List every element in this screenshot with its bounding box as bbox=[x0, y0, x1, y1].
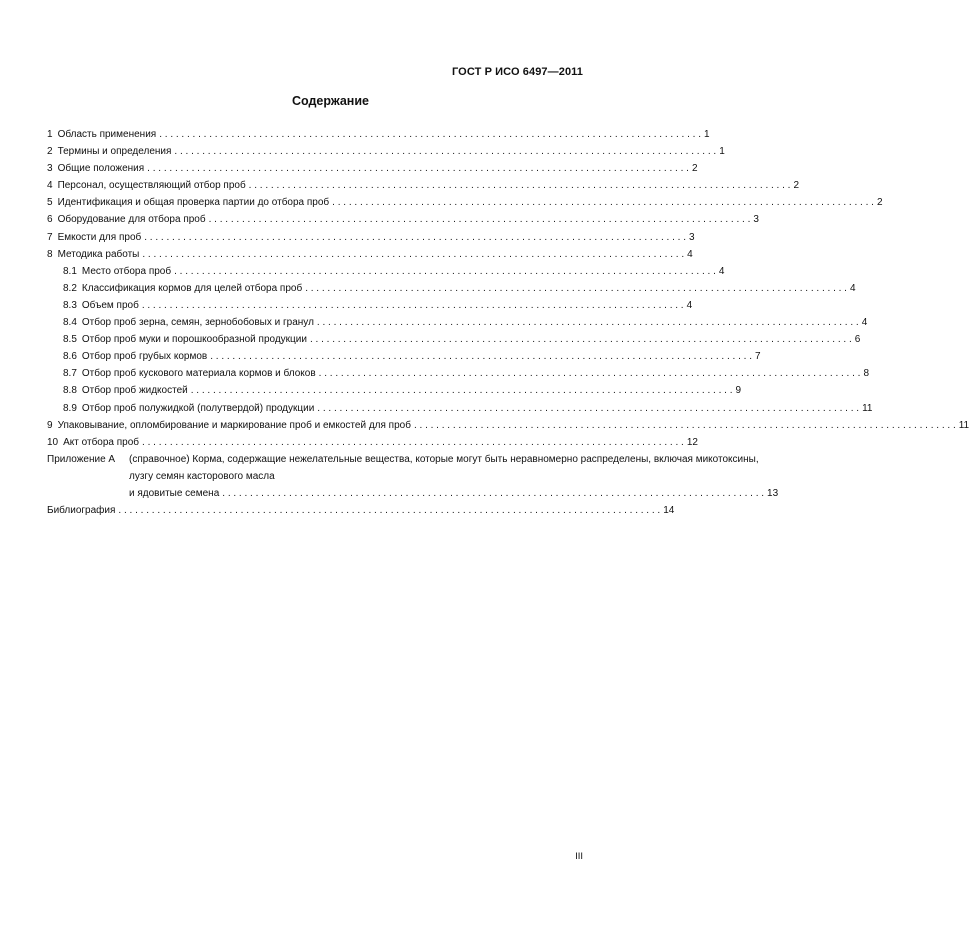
dot-leader bbox=[174, 263, 716, 280]
toc-entry[interactable] bbox=[47, 177, 800, 194]
annex-description bbox=[129, 451, 778, 502]
dot-leader bbox=[249, 177, 791, 194]
toc-entry[interactable] bbox=[47, 246, 693, 263]
dot-leader bbox=[332, 194, 874, 211]
dot-leader bbox=[118, 502, 660, 519]
toc-entry-page: 2 bbox=[876, 197, 883, 209]
toc-entry-page: 2 bbox=[691, 163, 698, 175]
dot-leader bbox=[174, 143, 716, 160]
toc-entry-title: Отбор проб муки и порошкообразной продукции bbox=[81, 334, 307, 346]
dot-leader bbox=[142, 246, 684, 263]
toc-entry-title: Оборудование для отбора проб bbox=[57, 214, 206, 226]
dot-leader bbox=[222, 485, 764, 502]
annex-page: 13 bbox=[767, 487, 779, 499]
toc-entry[interactable] bbox=[47, 280, 856, 297]
toc-entry-page: 4 bbox=[861, 317, 868, 329]
toc-entry[interactable] bbox=[47, 126, 710, 143]
toc-entry-page: 4 bbox=[687, 248, 693, 260]
toc-entry-number: 1 bbox=[47, 129, 53, 140]
toc-entry[interactable] bbox=[47, 194, 883, 211]
toc-entry-annex-a[interactable] bbox=[47, 451, 779, 502]
toc-entry-number: 8.7 bbox=[63, 368, 77, 380]
toc-entry-page: 3 bbox=[753, 214, 759, 226]
toc-entry-page: 3 bbox=[689, 231, 695, 243]
toc-entries bbox=[47, 126, 969, 451]
toc-entry-number: 8.2 bbox=[63, 282, 77, 294]
dot-leader bbox=[310, 331, 852, 348]
dot-leader bbox=[159, 126, 701, 143]
annex-last-line bbox=[129, 485, 778, 502]
toc-entry[interactable] bbox=[47, 229, 695, 246]
dot-leader bbox=[142, 434, 684, 451]
table-of-contents bbox=[47, 126, 969, 519]
dot-leader bbox=[144, 229, 686, 246]
toc-entry-page: 2 bbox=[793, 180, 800, 192]
toc-entry-title: Упаковывание, опломбирование и маркирование проб и емкостей для проб bbox=[57, 419, 411, 431]
toc-entry-number: 9 bbox=[47, 419, 53, 431]
toc-entry-page: 9 bbox=[735, 385, 742, 397]
toc-entry-number: 10 bbox=[47, 436, 59, 448]
dot-leader bbox=[210, 348, 752, 365]
bibliography-page: 14 bbox=[663, 505, 675, 517]
toc-entry[interactable] bbox=[47, 143, 725, 160]
annex-last-text: и ядовитые семена bbox=[129, 487, 220, 499]
toc-entry-page: 8 bbox=[863, 368, 870, 380]
toc-entry-number: 8.6 bbox=[63, 351, 77, 363]
toc-entry-title: Отбор проб зерна, семян, зернобобовых и гранул bbox=[81, 317, 314, 329]
dot-leader bbox=[142, 297, 684, 314]
toc-entry-bibliography[interactable] bbox=[47, 502, 675, 519]
toc-entry-page: 4 bbox=[686, 299, 693, 311]
toc-entry-number: 8.5 bbox=[63, 334, 77, 346]
document-code: ГОСТ Р ИСО 6497—2011 bbox=[451, 66, 583, 78]
toc-entry-page: 4 bbox=[718, 265, 725, 277]
dot-leader bbox=[305, 280, 847, 297]
toc-entry[interactable] bbox=[47, 211, 759, 228]
toc-entry-title: Термины и определения bbox=[57, 146, 172, 158]
toc-entry[interactable] bbox=[47, 400, 873, 417]
toc-entry-number: 7 bbox=[47, 231, 53, 243]
toc-entry-title: Отбор проб кускового материала кормов и блоков bbox=[81, 368, 316, 380]
toc-entry-page: 11 bbox=[958, 419, 969, 431]
toc-entry[interactable] bbox=[47, 348, 761, 365]
toc-entry[interactable] bbox=[47, 314, 868, 331]
toc-entry-number: 4 bbox=[47, 180, 53, 192]
dot-leader bbox=[319, 365, 861, 382]
toc-entry-title: Общие положения bbox=[57, 163, 145, 175]
toc-entry[interactable] bbox=[47, 331, 861, 348]
toc-entry[interactable] bbox=[47, 263, 725, 280]
dot-leader bbox=[191, 382, 733, 399]
toc-entry-number: 5 bbox=[47, 197, 53, 209]
toc-entry[interactable] bbox=[47, 417, 969, 434]
toc-entry-page: 12 bbox=[686, 436, 698, 448]
toc-entry-title: Отбор проб грубых кормов bbox=[81, 351, 208, 363]
dot-leader bbox=[147, 160, 689, 177]
toc-entry-number: 8.9 bbox=[63, 402, 77, 414]
bibliography-label: Библиография bbox=[47, 505, 116, 517]
annex-label: Приложение А bbox=[47, 453, 116, 465]
toc-entry-title: Методика работы bbox=[57, 248, 140, 260]
toc-entry-page: 4 bbox=[849, 282, 856, 294]
toc-entry-page: 11 bbox=[862, 402, 873, 414]
toc-entry-page: 7 bbox=[754, 351, 761, 363]
annex-text: (справочное) Корма, содержащие нежелательные вещества, которые могут быть неравномерно распределены, включая микотоксины, лузгу семян касторового масла bbox=[129, 453, 759, 482]
toc-entry-page: 1 bbox=[703, 129, 710, 140]
page-number: III bbox=[575, 851, 583, 862]
dot-leader bbox=[414, 417, 956, 434]
toc-entry-title: Отбор проб жидкостей bbox=[81, 385, 188, 397]
toc-entry-title: Место отбора проб bbox=[81, 265, 172, 277]
toc-entry-number: 8.1 bbox=[63, 265, 77, 277]
dot-leader bbox=[317, 314, 859, 331]
toc-entry-number: 8.4 bbox=[63, 317, 77, 329]
toc-entry[interactable] bbox=[47, 160, 698, 177]
toc-entry[interactable] bbox=[47, 434, 698, 451]
toc-entry-title: Классификация кормов для целей отбора проб bbox=[81, 282, 303, 294]
toc-entry[interactable] bbox=[47, 297, 693, 314]
toc-entry-number: 6 bbox=[47, 214, 53, 226]
toc-entry[interactable] bbox=[47, 365, 870, 382]
toc-entry[interactable] bbox=[47, 382, 742, 399]
toc-entry-number: 8.8 bbox=[63, 385, 77, 397]
toc-entry-number: 8 bbox=[47, 248, 53, 260]
toc-entry-number: 2 bbox=[47, 146, 53, 158]
toc-entry-title: Объем проб bbox=[81, 299, 139, 311]
toc-entry-page: 1 bbox=[719, 146, 725, 158]
toc-entry-number: 3 bbox=[47, 163, 53, 175]
toc-entry-number: 8.3 bbox=[63, 299, 77, 311]
toc-entry-title: Персонал, осуществляющий отбор проб bbox=[57, 180, 246, 192]
toc-entry-page: 6 bbox=[854, 334, 861, 346]
dot-leader bbox=[317, 400, 859, 417]
toc-entry-title: Идентификация и общая проверка партии до отбора проб bbox=[57, 197, 330, 209]
dot-leader bbox=[209, 211, 751, 228]
page-title: Содержание bbox=[291, 94, 369, 108]
toc-entry-title: Область применения bbox=[57, 129, 157, 140]
toc-entry-title: Емкости для проб bbox=[57, 231, 142, 243]
toc-entry-title: Акт отбора проб bbox=[63, 436, 140, 448]
toc-entry-title: Отбор проб полужидкой (полутвердой) продукции bbox=[81, 402, 315, 414]
